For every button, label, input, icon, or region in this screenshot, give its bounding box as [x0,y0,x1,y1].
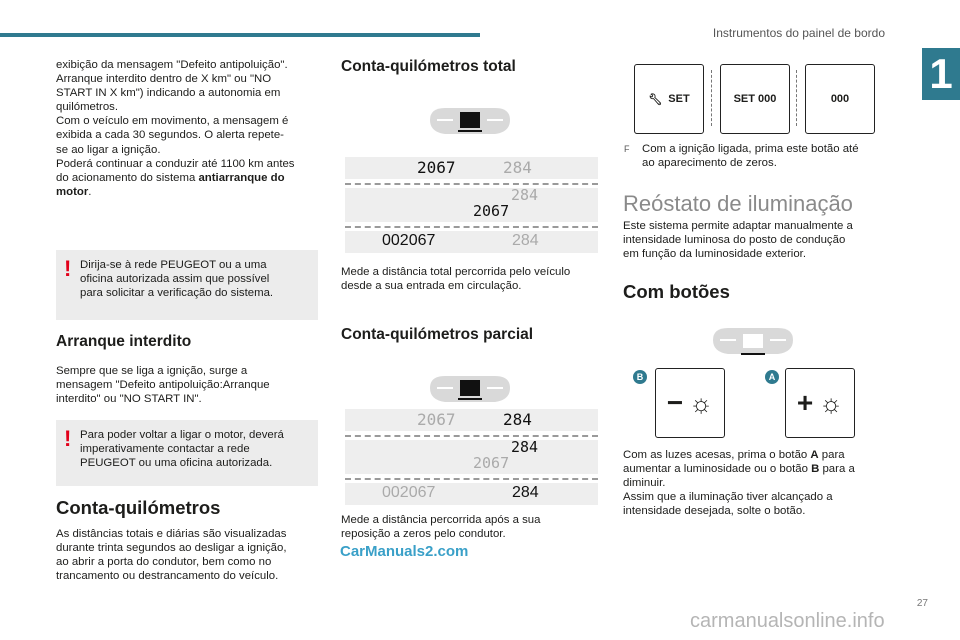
heading-conta-quilometros: Conta-quilómetros [56,497,221,518]
key-000: 000 [805,64,875,134]
header-bar [0,33,480,37]
heading-arranque-interdito: Arranque interdito [56,333,192,350]
heading-total: Conta-quilómetros total [341,58,516,75]
footer-logo[interactable]: CarManuals2.com [340,543,469,560]
heading-com-botoes: Com botões [623,281,730,302]
paragraph-botoes: Com as luzes acesas, prima o botão A para aumentar a luminosidade ou o botão B para a diminuir. Assim que a iluminação tiver alcançado a intensidade desejada, solte o botão. [623,449,855,518]
odometer-parcial-row1: 2067 284 [345,409,598,431]
paragraph-arranque: Sempre que se liga a ignição, surge a mensagem "Defeito antipoluição:Arranque interdito" ou "NO START IN". [56,365,270,406]
sun-icon: ☼ [819,387,844,418]
divider [345,183,598,185]
odometer-parcial-row2: 284 2067 [345,440,598,474]
odometer-total-row3: 002067 284 [345,231,598,253]
paragraph-parcial: Mede a distância percorrida após a sua reposição a zeros pelo condutor. [341,514,541,541]
wrench-icon: 🔧︎ [648,93,663,106]
paragraph-conta: As distâncias totais e diárias são visualizadas durante trinta segundos ao desligar a ignição, ao abrir a porta do condutor, bem como no trancamento ou destrancamento do veículo. [56,528,287,583]
separator [796,70,797,126]
paragraph-defeito: exibição da mensagem "Defeito antipoluição". Arranque interdito dentro de X km" ou "NO START IN X km") indicando a autonomia em quilómetros. Com o veículo em movimento, a mensagem é exibida a cada 30 segundos. O alerta repete- se ao ligar a ignição. Poderá continuar a conduzir até 1100 km antes do acionamento do sistema antiarranque do motor. [56,59,295,198]
section-title: Instrumentos do painel de bordo [712,26,885,40]
odometer-total-row1: 2067 284 [345,157,598,179]
divider [345,478,598,480]
badge-b: B [633,370,647,384]
odometer-parcial-row3: 002067 284 [345,483,598,505]
divider [345,435,598,437]
separator [711,70,712,126]
heading-parcial: Conta-quilómetros parcial [341,326,534,343]
key-set-000: SET 000 [720,64,790,134]
key-set-wrench: 🔧︎ SET [634,64,704,134]
odometer-button-icon [425,100,515,142]
button-a-brighter: + ☼ [785,368,855,438]
warning-box-2: ! Para poder voltar a ligar o motor, deverá imperativamente contactar a rede PEUGEOT ou uma oficina autorizada. [56,420,318,486]
warning-box-1: ! Dirija-se à rede PEUGEOT ou a uma oficina autorizada assim que possível para solicitar a verificação do sistema. [56,250,318,320]
divider [345,226,598,228]
badge-a: A [765,370,779,384]
page-number: 27 [916,598,928,609]
sun-icon: ☼ [689,387,714,418]
odometer-total-row2: 284 2067 [345,188,598,222]
button-b-dimmer: − ☼ [655,368,725,438]
heading-reostato: Reóstato de iluminação [623,191,853,216]
chapter-number: 1 [922,48,960,100]
odometer-button-icon [425,368,515,410]
footer-site[interactable]: carmanualsonline.info [690,610,885,632]
paragraph-total: Mede a distância total percorrida pelo veículo desde a sua entrada em circulação. [341,266,571,293]
paragraph-reset: F Com a ignição ligada, prima este botão até ao aparecimento de zeros. [624,143,859,170]
warning-icon: ! [64,426,72,451]
paragraph-reostato: Este sistema permite adaptar manualmente a intensidade luminosa do posto de condução em função da luminosidade exterior. [623,220,853,261]
dashboard-button-icon [708,320,798,362]
warning-icon: ! [64,256,72,281]
bullet-icon: F [624,144,630,154]
